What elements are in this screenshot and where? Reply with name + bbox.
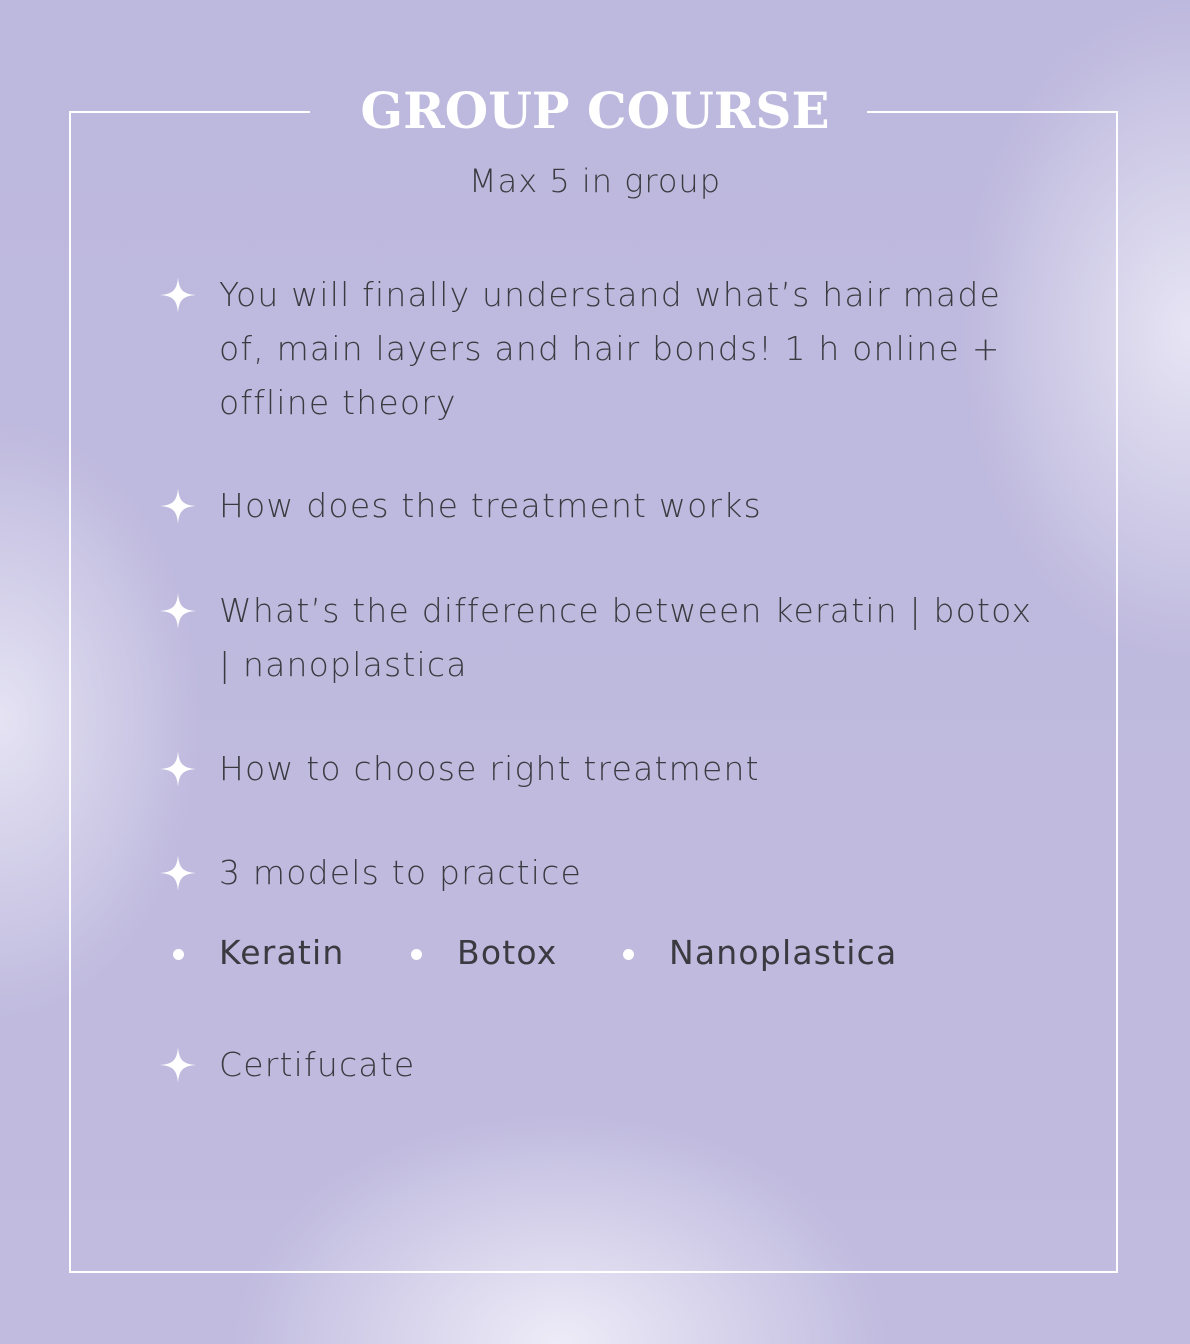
bullet-dot-icon xyxy=(173,949,184,960)
feature-item-text: How does the treatment works xyxy=(219,486,762,525)
bullet-dot-icon xyxy=(411,949,422,960)
feature-item-text: You will finally understand what’s hair made of, main layers and hair bonds! 1 h online + offline theory xyxy=(219,275,1002,422)
feature-item-text: What’s the difference between keratin | botox | nanoplastica xyxy=(219,591,1033,684)
bullet-dot-icon xyxy=(623,949,634,960)
sub-item-label: Nanoplastica xyxy=(669,933,898,972)
sparkle-icon xyxy=(160,488,196,524)
feature-item-text: Certifucate xyxy=(219,1045,416,1084)
sub-item-label: Keratin xyxy=(219,933,345,972)
sparkle-icon xyxy=(160,855,196,891)
sparkle-icon xyxy=(160,277,196,313)
page-subtitle: Max 5 in group xyxy=(468,162,722,200)
sparkle-icon xyxy=(160,1047,196,1083)
sub-item-label: Botox xyxy=(457,933,558,972)
sparkle-icon xyxy=(160,751,196,787)
feature-item-text: How to choose right treatment xyxy=(219,749,760,788)
feature-item-text: 3 models to practice xyxy=(219,853,582,892)
page-title: GROUP COURSE xyxy=(360,81,830,140)
sparkle-icon xyxy=(160,593,196,629)
